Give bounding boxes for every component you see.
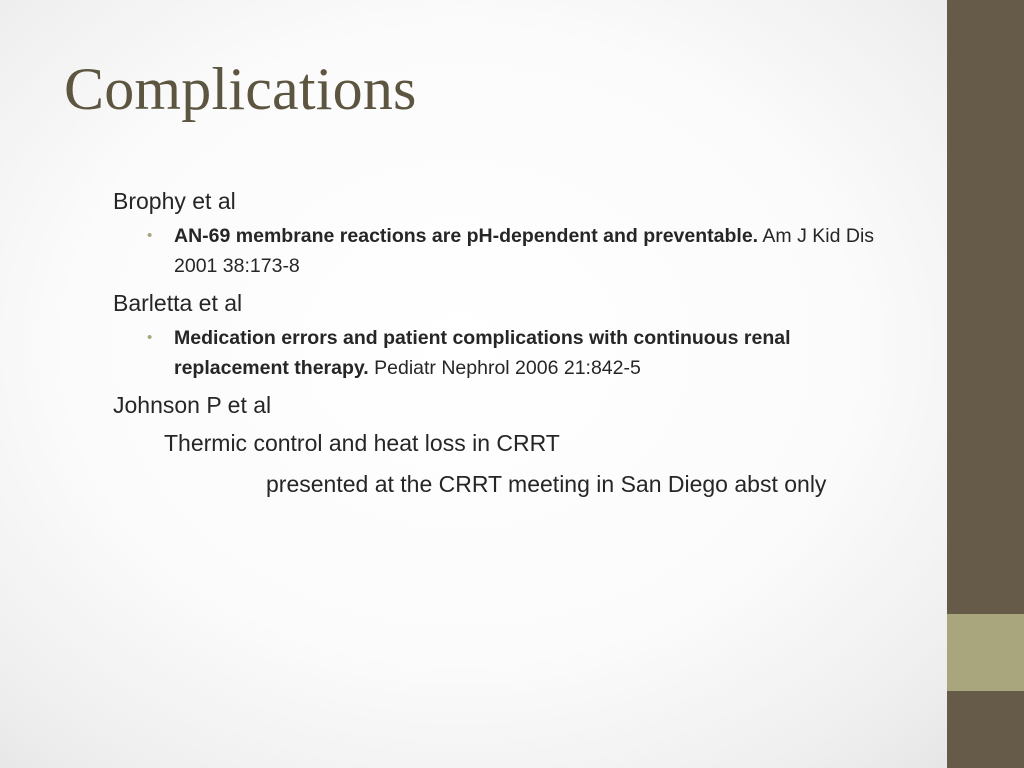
author-barletta: Barletta et al	[113, 290, 243, 316]
reference-citation-brophy: Am J Kid Dis 2001 38:173-8	[174, 225, 875, 277]
author-brophy: Brophy et al	[113, 188, 236, 214]
slide-title: Complications	[64, 56, 417, 122]
author-johnson: Johnson P et al	[113, 392, 272, 418]
bullet-icon: •	[147, 227, 153, 244]
side-decoration-accent	[947, 614, 1024, 691]
bullet-icon: •	[147, 329, 153, 346]
slide-content	[113, 185, 903, 500]
reference-title-brophy: AN-69 membrane reactions are pH-dependent and preventable.	[174, 225, 759, 247]
reference-citation-barletta: Pediatr Nephrol 2006 21:842-5	[368, 357, 641, 379]
reference-note-johnson: presented at the CRRT meeting in San Diego abst only	[266, 471, 827, 497]
reference-barletta	[113, 323, 903, 383]
reference-title-johnson: Thermic control and heat loss in CRRT	[164, 430, 560, 456]
reference-title-barletta: Medication errors and patient complications with continuous renal replacement therapy.	[174, 327, 791, 379]
reference-brophy	[113, 221, 903, 281]
